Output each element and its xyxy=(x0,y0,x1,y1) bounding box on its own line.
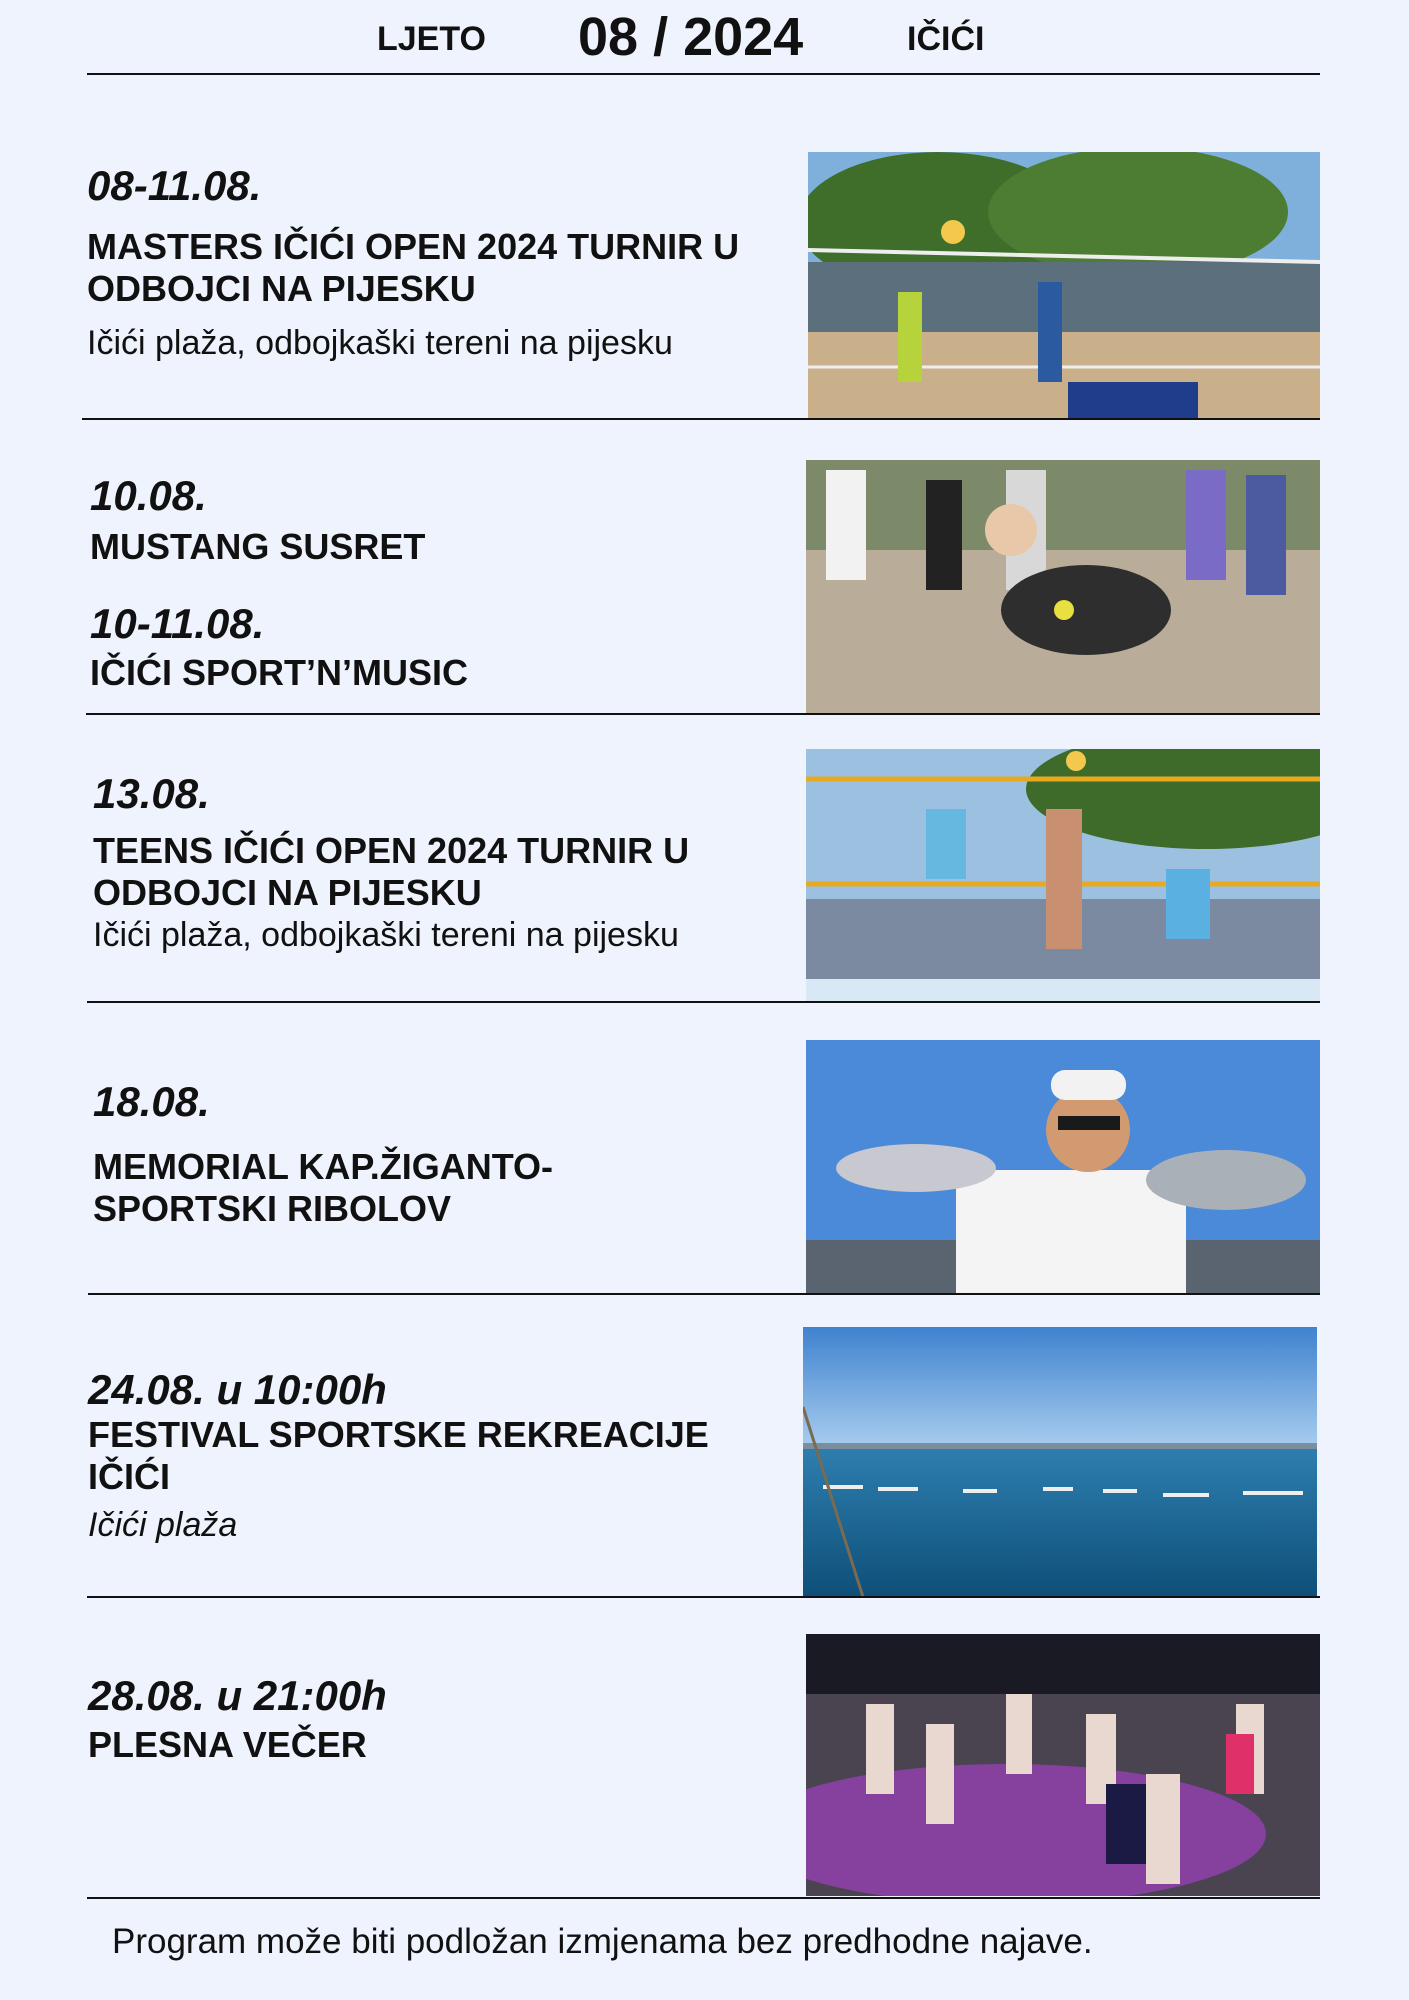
crowd-game-photo xyxy=(806,460,1320,713)
event-title: FESTIVAL SPORTSKE REKREACIJE IČIĆI xyxy=(88,1414,709,1497)
footer-disclaimer: Program može biti podložan izmjenama bez predhodne najave. xyxy=(112,1922,1093,1961)
event-festival-rekreacije xyxy=(88,1366,788,1546)
event-title: PLESNA VEČER xyxy=(88,1724,367,1765)
page-header xyxy=(0,0,1409,76)
event-divider xyxy=(82,418,1320,420)
event-location: Ičići plaža xyxy=(88,1506,238,1544)
issue-date: 08 / 2024 xyxy=(578,7,804,67)
event-date: 13.08. xyxy=(93,770,210,817)
event-date: 28.08. u 21:00h xyxy=(88,1672,387,1719)
event-masters-volleyball xyxy=(87,162,787,364)
event-date: 10.08. xyxy=(90,472,207,519)
event-divider xyxy=(87,1596,1320,1598)
event-date: 10-11.08. xyxy=(90,600,265,647)
season-label: LJETO xyxy=(377,20,486,58)
dance-night-photo xyxy=(806,1634,1320,1896)
event-date: 24.08. u 10:00h xyxy=(88,1366,387,1413)
event-title: IČIĆI SPORT’N’MUSIC xyxy=(90,652,469,693)
event-title: MEMORIAL KAP.ŽIGANTO-SPORTSKI RIBOLOV xyxy=(93,1146,554,1229)
event-title: MASTERS IČIĆI OPEN 2024 TURNIR U ODBOJCI NA PIJESKU xyxy=(87,226,740,309)
event-title: TEENS IČIĆI OPEN 2024 TURNIR U ODBOJCI NA PIJESKU xyxy=(93,830,690,913)
event-divider xyxy=(87,1897,1320,1899)
header-divider xyxy=(87,73,1320,75)
event-divider xyxy=(88,1293,1320,1295)
place-label: IČIĆI xyxy=(907,20,985,58)
event-date: 18.08. xyxy=(93,1078,210,1125)
event-teens-volleyball xyxy=(93,770,793,956)
event-divider xyxy=(86,713,1320,715)
event-memorial-ribolov xyxy=(93,1078,793,1230)
event-plesna-vecer xyxy=(88,1672,788,1766)
event-title: MUSTANG SUSRET xyxy=(90,526,426,567)
event-sport-n-music xyxy=(90,600,790,694)
event-divider xyxy=(87,1001,1320,1003)
fisherman-photo xyxy=(806,1040,1320,1293)
event-location: Ičići plaža, odbojkaški tereni na pijesku xyxy=(87,324,673,362)
event-mustang-susret xyxy=(90,472,790,568)
beach-volleyball-photo xyxy=(808,152,1320,420)
event-location: Ičići plaža, odbojkaški tereni na pijesku xyxy=(93,916,679,954)
teens-volleyball-photo xyxy=(806,749,1320,1001)
paddleboard-sea-photo xyxy=(803,1327,1317,1597)
event-date: 08-11.08. xyxy=(87,162,262,209)
